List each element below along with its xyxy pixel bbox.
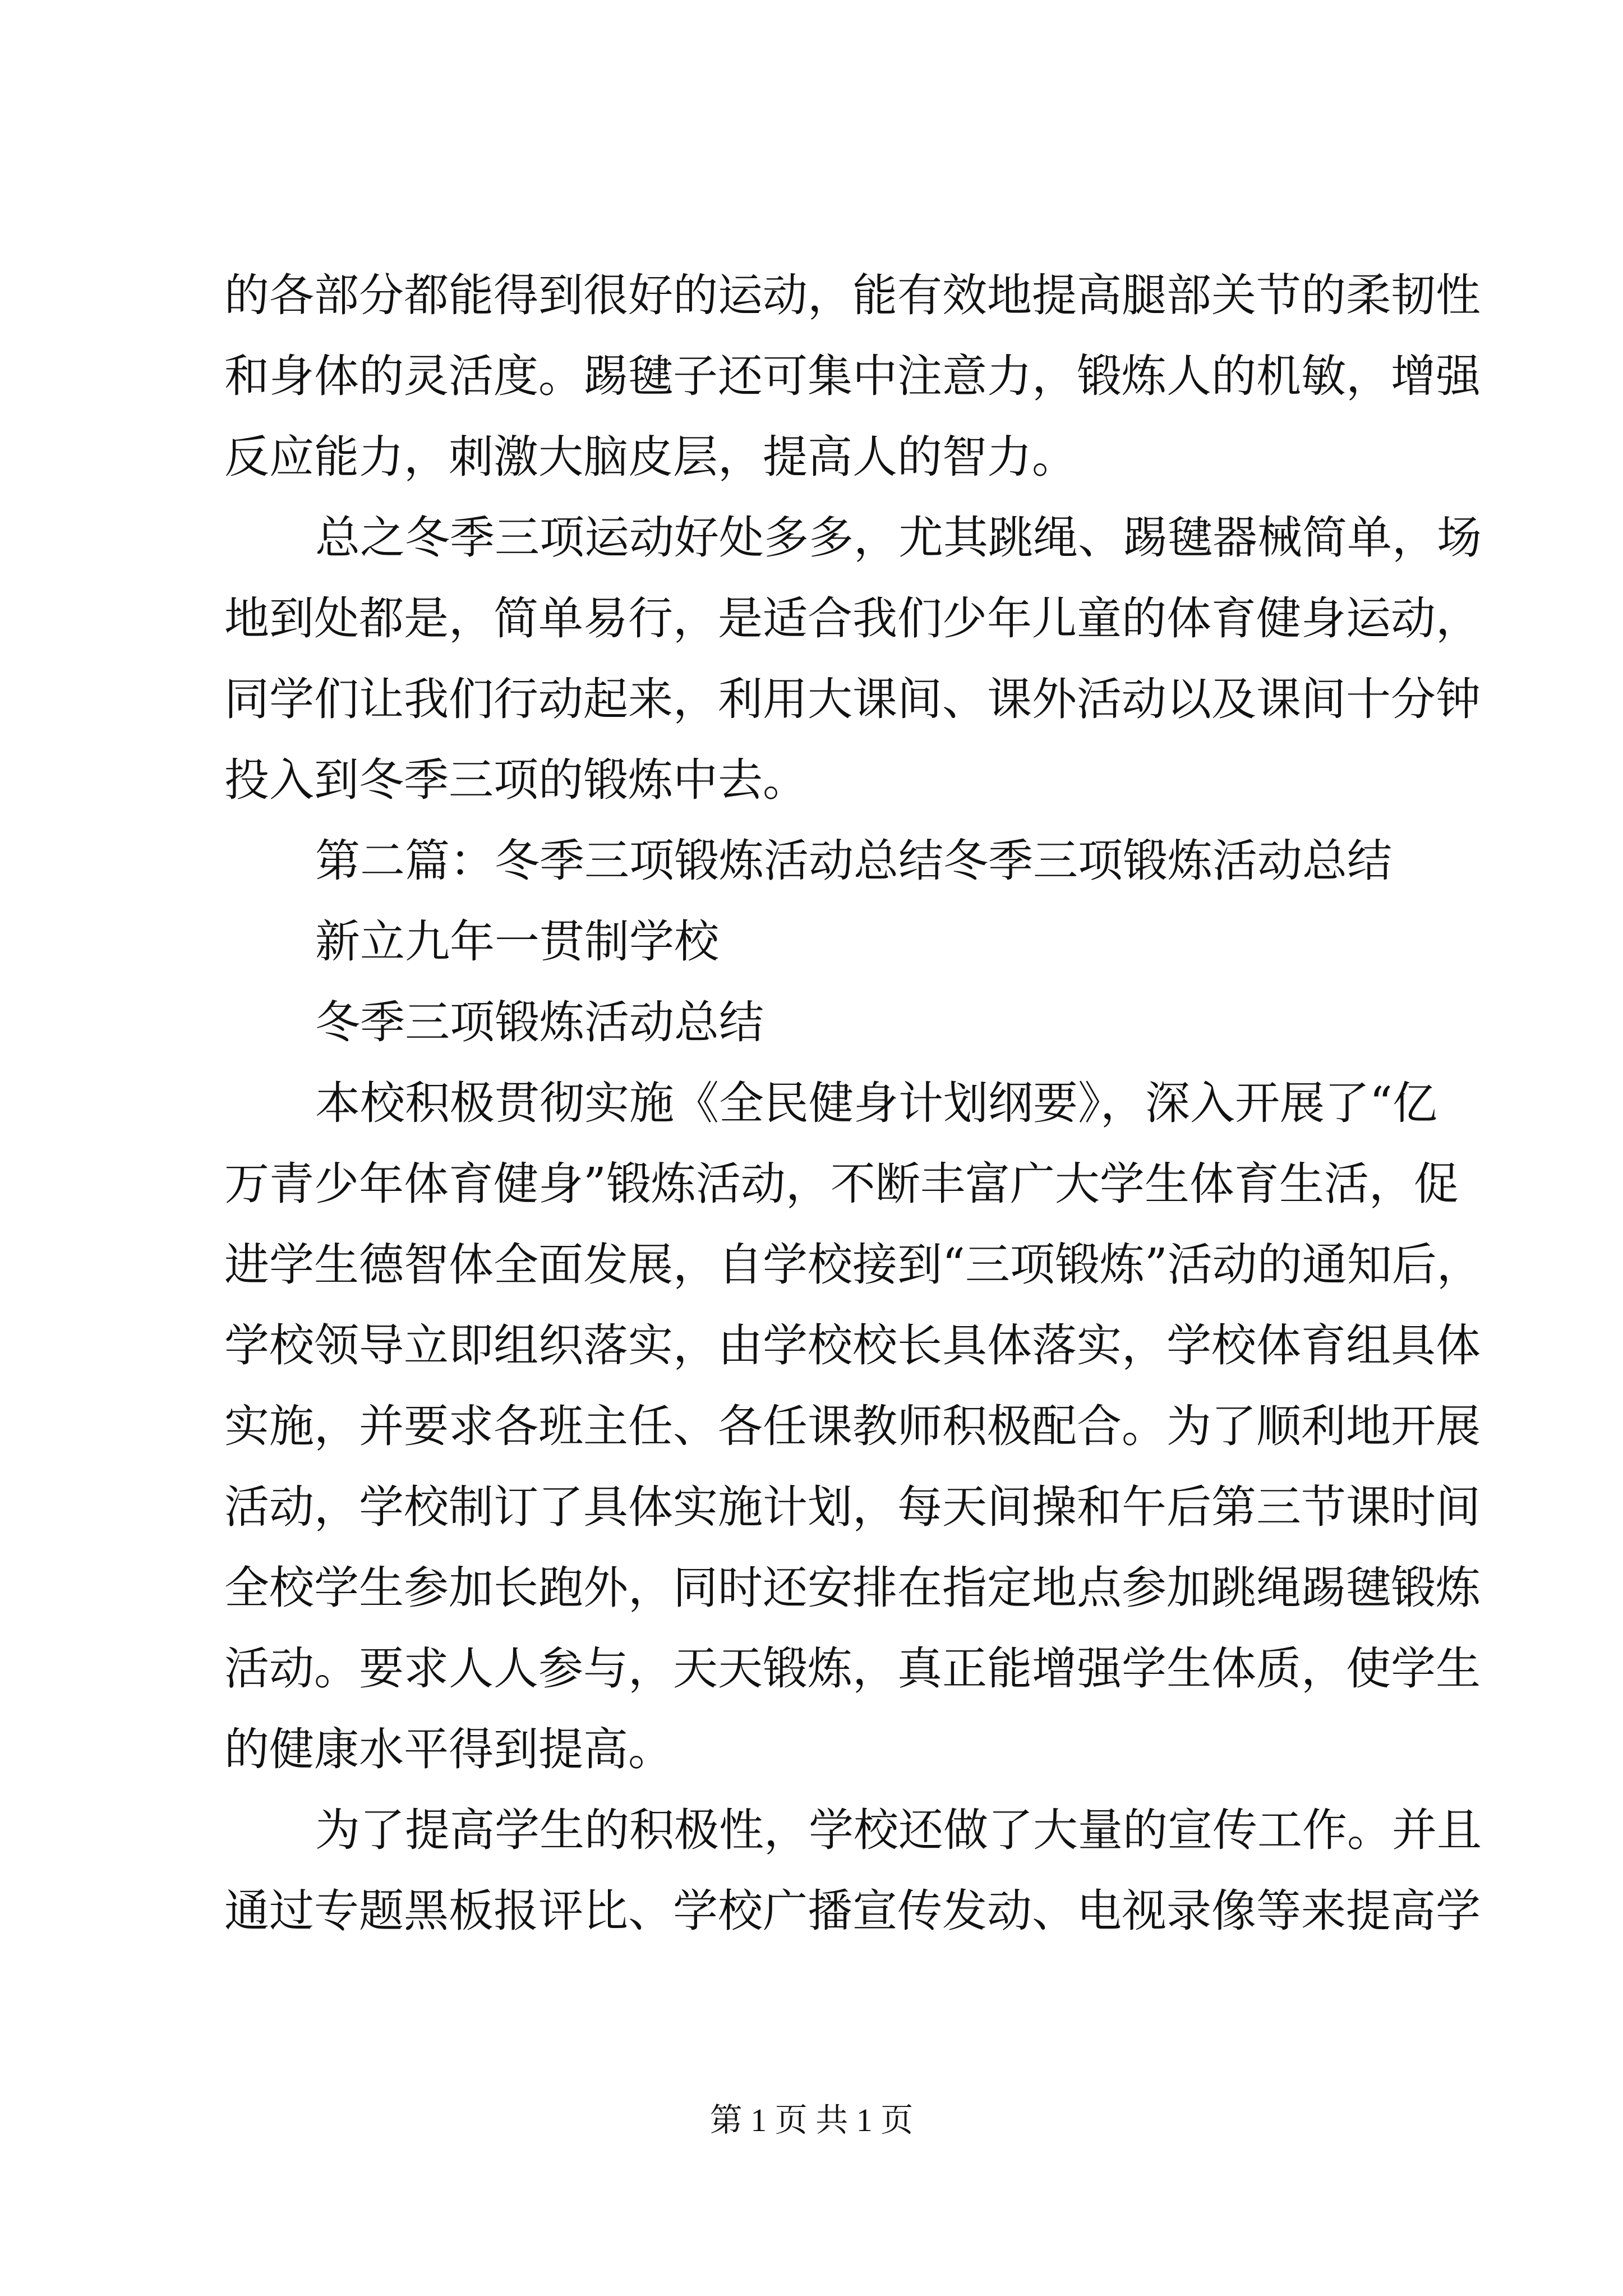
text-line: 同学们让我们行动起来，利用大课间、课外活动以及课间十分钟 <box>224 673 1481 725</box>
text-line: 万青少年体育健身”锻炼活动，不断丰富广大学生体育生活，促 <box>224 1158 1459 1210</box>
text-line: 和身体的灵活度。踢毽子还可集中注意力，锻炼人的机敏，增强 <box>224 350 1481 402</box>
page-footer: 第 1 页 共 1 页 <box>709 2102 914 2138</box>
text-line: 地到处都是，简单易行，是适合我们少年儿童的体育健身运动， <box>224 592 1481 645</box>
text-line: 为了提高学生的积极性，学校还做了大量的宣传工作。并且 <box>315 1804 1482 1856</box>
text-line: 全校学生参加长跑外，同时还安排在指定地点参加跳绳踢毽锻炼 <box>224 1562 1481 1614</box>
text-line: 通过专题黑板报评比、学校广播宣传发动、电视录像等来提高学 <box>224 1885 1481 1937</box>
school-name: 新立九年一贯制学校 <box>315 915 719 968</box>
section-heading: 第二篇：冬季三项锻炼活动总结冬季三项锻炼活动总结 <box>315 835 1392 887</box>
text-line: 进学生德智体全面发展，自学校接到“三项锻炼”活动的通知后， <box>224 1239 1482 1291</box>
text-line: 反应能力，刺激大脑皮层，提高人的智力。 <box>224 431 1077 483</box>
text-line: 活动，学校制订了具体实施计划，每天间操和午后第三节课时间 <box>224 1481 1481 1533</box>
report-title: 冬季三项锻炼活动总结 <box>315 996 764 1048</box>
text-line: 投入到冬季三项的锻炼中去。 <box>224 754 808 806</box>
text-line: 总之冬季三项运动好处多多，尤其跳绳、踢毽器械简单，场 <box>315 512 1482 564</box>
text-line: 本校积极贯彻实施《全民健身计划纲要》，深入开展了“亿 <box>315 1077 1437 1129</box>
text-line: 的健康水平得到提高。 <box>224 1723 673 1775</box>
text-line: 学校领导立即组织落实，由学校校长具体落实，学校体育组具体 <box>224 1319 1481 1372</box>
text-line: 活动。要求人人参与，天天锻炼，真正能增强学生体质，使学生 <box>224 1642 1481 1695</box>
text-line: 的各部分都能得到很好的运动，能有效地提高腿部关节的柔韧性 <box>224 269 1481 321</box>
document-body <box>224 255 1482 1952</box>
text-line: 实施，并要求各班主任、各任课教师积极配合。为了顺利地开展 <box>224 1400 1481 1452</box>
